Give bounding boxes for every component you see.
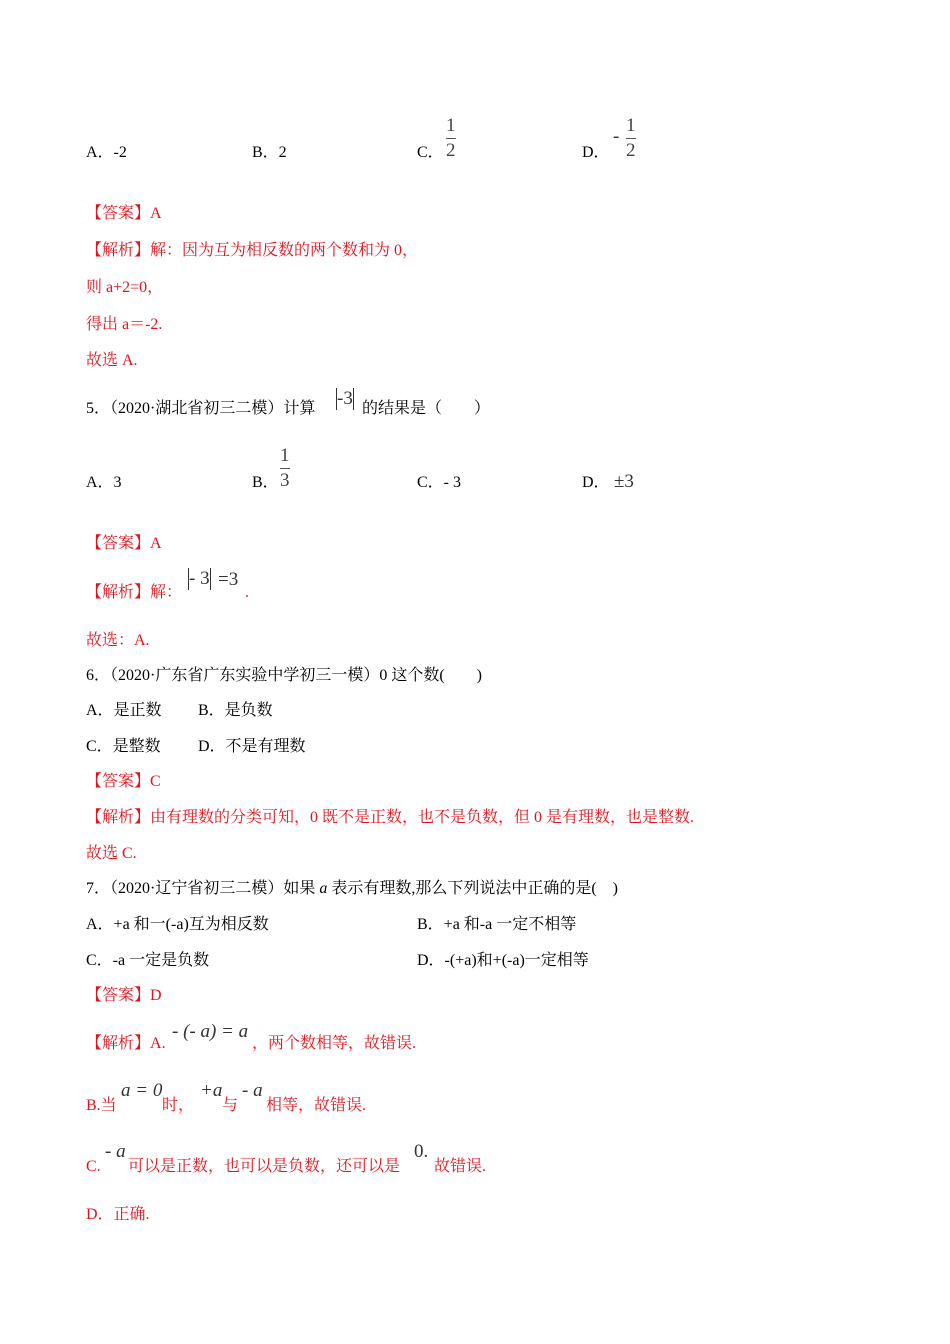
- q4-option-d-fraction: 1 2: [626, 115, 636, 161]
- q5-analysis: [86, 583, 182, 603]
- analysis-tag: 【解析】: [86, 1035, 151, 1052]
- q5-option-d: D．: [582, 474, 610, 491]
- q5-abs-formula: - 3: [189, 568, 210, 589]
- q5-option-b-fraction: 1 3: [280, 445, 290, 491]
- q5-stem-post: 的结果是（ ）: [362, 400, 491, 417]
- analysis-tag: 【解析】: [86, 584, 151, 601]
- q4-analysis-line4: 故选 A.: [86, 352, 138, 369]
- q7-answer: 【答案】D: [86, 987, 162, 1004]
- q4-option-a: A．-2: [86, 144, 127, 161]
- analysis-text: 解：: [150, 584, 183, 601]
- q5-answer: 【答案】A: [86, 535, 162, 552]
- q4-option-c: C．: [417, 144, 444, 161]
- q7-formula-c: - a: [105, 1141, 126, 1162]
- q7-analysis-b-prefix: B.当: [86, 1097, 117, 1114]
- q5-option-a: A．3: [86, 474, 122, 491]
- q4-analysis-line2: 则 a+2=0，: [86, 279, 164, 296]
- q7-stem-variable: a: [319, 880, 328, 897]
- q6-option-c: C．是整数: [86, 738, 161, 755]
- q6-stem: 6．（2020·广东省广东实验中学初三一模）0 这个数( ): [86, 667, 482, 684]
- q7-analysis-c-suffix: 故错误.: [434, 1158, 487, 1175]
- q7-formula-b2: +a: [200, 1080, 223, 1101]
- q7-analysis-a-suffix: ，两个数相等，故错误.: [252, 1035, 417, 1052]
- q7-analysis-c-mid: 可以是正数，也可以是负数，还可以是: [128, 1158, 401, 1175]
- q5-formula-result: =3: [218, 569, 239, 590]
- q7-analysis-b-mid2: 与: [222, 1097, 239, 1114]
- q4-option-c-fraction: 1 2: [446, 115, 456, 161]
- q7-option-d: D．-(+a)和+(-a)一定相等: [417, 952, 589, 969]
- q7-analysis-d: D．正确.: [86, 1206, 150, 1223]
- q6-option-d: D．不是有理数: [198, 738, 306, 755]
- q7-analysis-c-prefix: C.: [86, 1158, 101, 1175]
- q4-option-d-sign: -: [613, 126, 620, 147]
- q5-stem-pre: 5．（2020·湖北省初三二模）计算: [86, 400, 316, 417]
- q4-option-b: B．2: [252, 144, 287, 161]
- q7-option-b: B．+a 和-a 一定不相等: [417, 916, 577, 933]
- q6-option-b: B．是负数: [198, 702, 273, 719]
- q7-option-c: C．-a 一定是负数: [86, 952, 210, 969]
- q4-answer: 【答案】A: [86, 205, 162, 222]
- q7-analysis-b-mid1: 时，: [162, 1097, 195, 1114]
- analysis-text: 解：因为互为相反数的两个数和为 0，: [150, 242, 419, 259]
- q6-analysis: [86, 808, 694, 828]
- q4-analysis: [86, 241, 418, 261]
- q7-analysis-b-suffix: 相等，故错误.: [266, 1097, 367, 1114]
- q5-abs-expression: -3: [337, 388, 353, 409]
- q6-option-a: A．是正数: [86, 702, 162, 719]
- analysis-tag: 【解析】: [86, 809, 151, 826]
- q7-formula-b1: a = 0: [121, 1080, 163, 1101]
- q5-option-d-value: ±3: [614, 471, 634, 492]
- q4-option-d: D．: [582, 144, 610, 161]
- q7-formula-a: - (- a) = a: [172, 1021, 249, 1042]
- q5-option-c: C．- 3: [417, 474, 462, 491]
- q7-analysis-a: 【解析】A.: [86, 1035, 166, 1052]
- q7-formula-c-zero: 0.: [414, 1141, 429, 1162]
- analysis-text: 由有理数的分类可知，0 既不是正数，也不是负数，但 0 是有理数，也是整数.: [150, 809, 695, 826]
- analysis-tag: 【解析】: [86, 242, 151, 259]
- q7-stem: 7．（2020·辽宁省初三二模）如果 a 表示有理数,那么下列说法中正确的是( ): [86, 880, 619, 897]
- q4-analysis-line3: 得出 a＝-2.: [86, 316, 163, 333]
- q6-answer: 【答案】C: [86, 773, 161, 790]
- q6-analysis-line3: 故选 C.: [86, 845, 137, 862]
- q5-analysis-line3: 故选：A.: [86, 632, 150, 649]
- q5-option-b: B．: [252, 474, 279, 491]
- q7-formula-b3: - a: [242, 1080, 263, 1101]
- q5-formula-period: .: [245, 584, 249, 601]
- q7-option-a: A．+a 和一(-a)互为相反数: [86, 916, 269, 933]
